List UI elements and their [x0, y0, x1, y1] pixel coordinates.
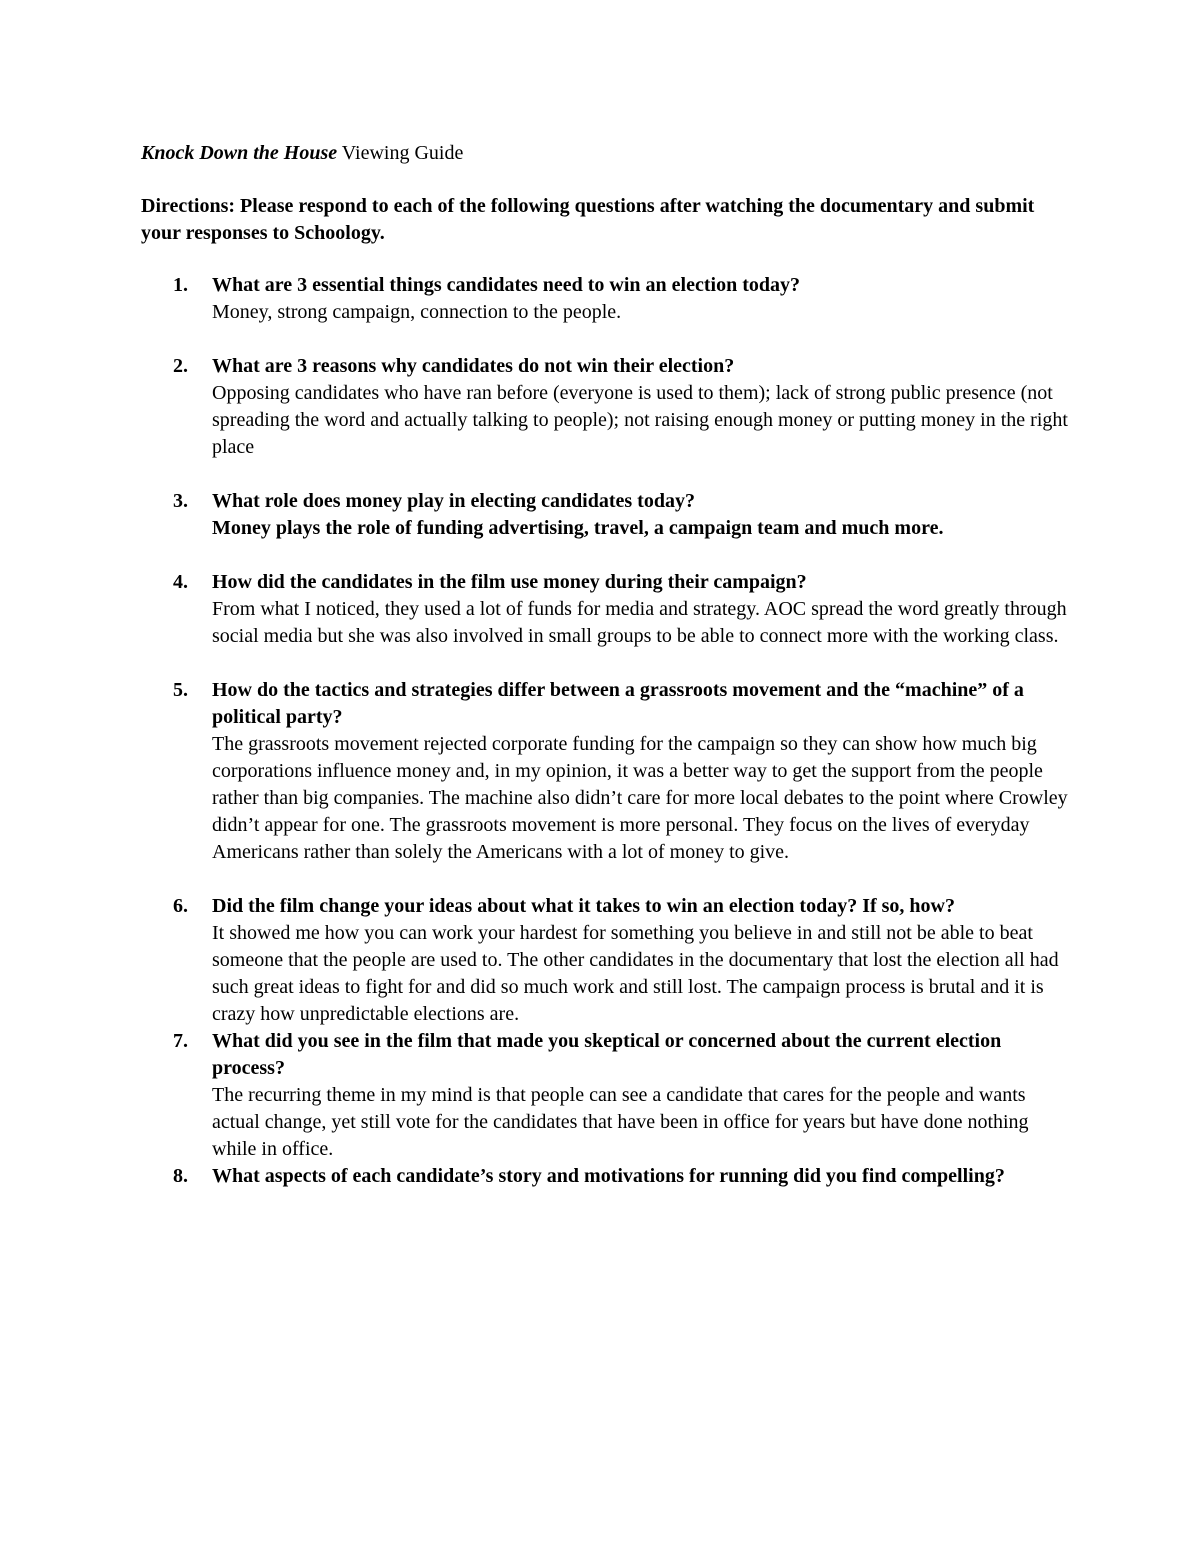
question-text: What role does money play in electing candidates today?: [212, 490, 695, 512]
question-text: What aspects of each candidate’s story and motivations for running did you find compelling?: [212, 1165, 1005, 1187]
question-text: Did the film change your ideas about what it takes to win an election today? If so, how?: [212, 895, 955, 917]
answer-text: The recurring theme in my mind is that people can see a candidate that cares for the people and wants actual change, yet still vote for the candidates that have been in office for years but have done nothing while in office.: [212, 1084, 1029, 1160]
question-number: 5.: [173, 679, 188, 701]
question-item-6: [141, 893, 1071, 1028]
answer-text: Opposing candidates who have ran before (everyone is used to them); lack of strong public presence (not spreading the word and actually talking to people); not raising enough money or putting money in the right place: [212, 382, 1068, 458]
question-text: How did the candidates in the film use money during their campaign?: [212, 571, 807, 593]
question-list: [141, 272, 1071, 1190]
question-item-1: [141, 272, 1071, 326]
answer-text: It showed me how you can work your hardest for something you believe in and still not be able to beat someone that the people are used to. The other candidates in the documentary that lost the election all had such great ideas to fight for and did so much work and still lost. The campaign process is brutal and it is crazy how unpredictable elections are.: [212, 922, 1059, 1025]
title-suffix: Viewing Guide: [337, 142, 464, 164]
film-title: Knock Down the House: [141, 142, 338, 164]
question-item-8: [141, 1163, 1071, 1190]
question-number: 7.: [173, 1030, 188, 1052]
question-number: 3.: [173, 490, 188, 512]
question-item-4: [141, 569, 1071, 650]
answer-text: Money, strong campaign, connection to the people.: [212, 301, 622, 323]
question-text: What are 3 essential things candidates need to win an election today?: [212, 274, 800, 296]
answer-text: The grassroots movement rejected corporate funding for the campaign so they can show how much big corporations influence money and, in my opinion, it was a better way to get the support from the people rather than big companies. The machine also didn’t care for more local debates to the point where Crowley didn’t appear for one. The grassroots movement is more personal. They focus on the lives of everyday Americans rather than solely the Americans with a lot of money to give.: [212, 733, 1068, 863]
question-text: What are 3 reasons why candidates do not win their election?: [212, 355, 735, 377]
answer-text: From what I noticed, they used a lot of funds for media and strategy. AOC spread the word greatly through social media but she was also involved in small groups to be able to connect more with the working class.: [212, 598, 1067, 647]
question-text: How do the tactics and strategies differ between a grassroots movement and the “machine” of a political party?: [212, 679, 1024, 728]
answer-text: Money plays the role of funding advertising, travel, a campaign team and much more.: [212, 517, 944, 539]
document-page: [141, 140, 1071, 1190]
directions-text: Directions: Please respond to each of the following questions after watching the documentary and submit your responses to Schoology.: [141, 195, 1035, 244]
question-item-5: [141, 677, 1071, 866]
question-number: 4.: [173, 571, 188, 593]
question-number: 6.: [173, 895, 188, 917]
question-number: 2.: [173, 355, 188, 377]
question-item-2: [141, 353, 1071, 461]
document-title: [141, 140, 1071, 167]
question-item-7: [141, 1028, 1071, 1163]
question-item-3: [141, 488, 1071, 542]
question-text: What did you see in the film that made you skeptical or concerned about the current election process?: [212, 1030, 1002, 1079]
question-number: 1.: [173, 274, 188, 296]
question-number: 8.: [173, 1165, 188, 1187]
